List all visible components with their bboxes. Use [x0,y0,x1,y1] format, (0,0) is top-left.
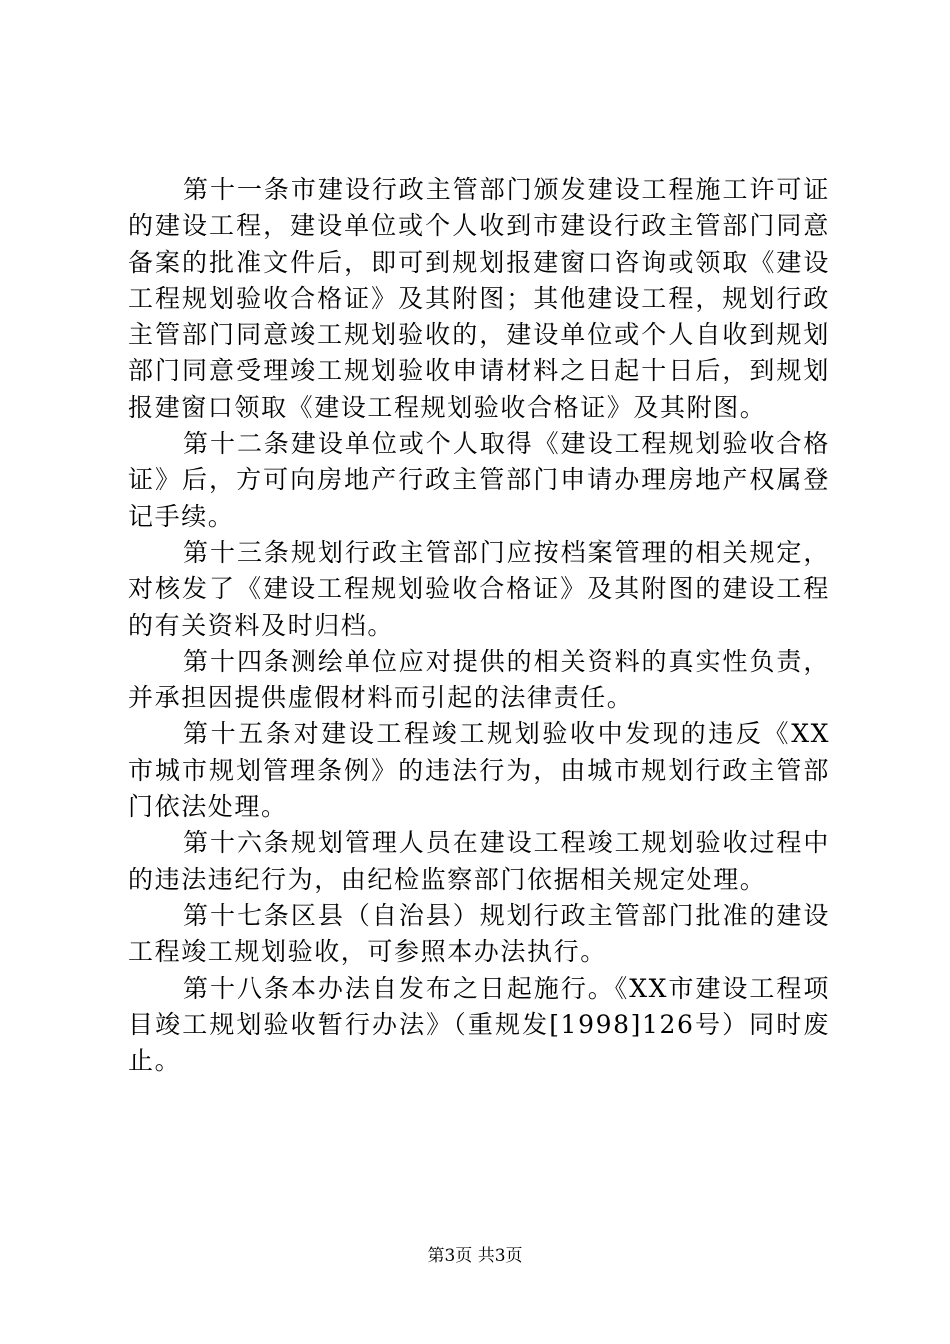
article-13-paragraph: 第十三条规划行政主管部门应按档案管理的相关规定，对核发了《建设工程规划验收合格证》及其附图的建设工程的有关资料及时归档。 [128,537,830,640]
article-15-paragraph: 第十五条对建设工程竣工规划验收中发现的违反《XX市城市规划管理条例》的违法行为，由城市规划行政主管部门依法处理。 [128,719,830,822]
document-body [128,172,830,1079]
article-12-paragraph: 第十二条建设单位或个人取得《建设工程规划验收合格证》后，方可向房地产行政主管部门申请办理房地产权属登记手续。 [128,429,830,531]
page-footer [0,1244,950,1268]
article-14-paragraph: 第十四条测绘单位应对提供的相关资料的真实性负责，并承担因提供虚假材料而引起的法律责任。 [128,646,830,713]
article-17-paragraph: 第十七条区县（自治县）规划行政主管部门批准的建设工程竣工规划验收，可参照本办法执行。 [128,900,830,967]
article-11-paragraph: 第十一条市建设行政主管部门颁发建设工程施工许可证的建设工程，建设单位或个人收到市建设行政主管部门同意备案的批准文件后，即可到规划报建窗口咨询或领取《建设工程规划验收合格证》及其附图；其他建设工程，规划行政主管部门同意竣工规划验收的，建设单位或个人自收到规划部门同意受理竣工规划验收申请材料之日起十日后，到规划报建窗口领取《建设工程规划验收合格证》及其附图。 [128,175,830,422]
article-16-paragraph: 第十六条规划管理人员在建设工程竣工规划验收过程中的违法违纪行为，由纪检监察部门依据相关规定处理。 [128,828,830,894]
article-18-paragraph: 第十八条本办法自发布之日起施行。《XX市建设工程项目竣工规划验收暂行办法》（重规发[1998]126号）同时废止。 [128,973,830,1076]
page-number: 第3页 共3页 [427,1246,523,1266]
